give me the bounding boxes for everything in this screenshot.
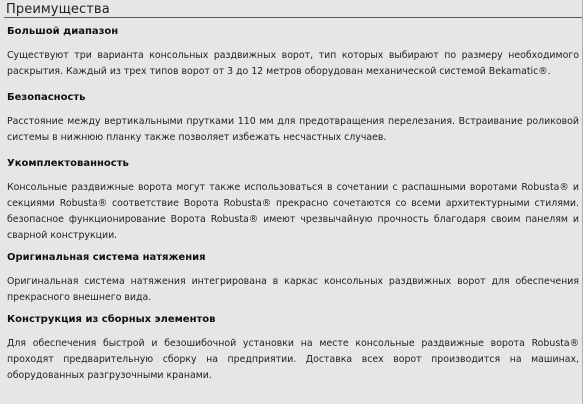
- title-divider: [4, 17, 582, 18]
- section-heading: Оригинальная система натяжения: [7, 252, 206, 263]
- section-safety: [7, 90, 579, 146]
- section-prefab-construction: [7, 312, 579, 384]
- section-heading: Большой диапазон: [7, 26, 119, 37]
- section-tension-system: [7, 250, 579, 306]
- section-text: Оригинальная система натяжения интегрирована в каркас консольных раздвижных ворот для обеспечения прекрасного внешнего вида.: [7, 276, 579, 303]
- advantages-content: [7, 24, 579, 384]
- section-heading: Конструкция из сборных элементов: [7, 314, 216, 325]
- section-text: Для обеспечения быстрой и безошибочной установки на месте консольные раздвижные ворота Robusta® проходят предварительную сборку на предприятии. Доставка всех ворот производится на машинах, оборудованных разгрузочными кранами.: [7, 338, 579, 381]
- section-text: Консольные раздвижные ворота могут также использоваться в сочетании с распашными воротами Robusta® и секциями Robusta® соответствие Ворота Robusta® прекрасно сочетаются со всеми архитектурными стилями. безопасное функционирование Ворота Robusta® имеют чрезвычайную прочность благодаря своим панелям и сварной конструкции.: [7, 182, 579, 241]
- page-title: Преимущества: [6, 2, 110, 17]
- section-heading: Безопасность: [7, 92, 86, 103]
- section-text: Существуют три варианта консольных раздвижных ворот, тип которых выбирают по размеру необходимого раскрытия. Каждый из трех типов ворот от 3 до 12 метров оборудован механической системой Bekamatic®.: [7, 50, 579, 77]
- section-text: Расстояние между вертикальными прутками 110 мм для предотвращения перелезания. Встраивание роликовой системы в нижнюю планку также позволяет избежать несчастных случаев.: [7, 116, 579, 143]
- section-wide-range: [7, 24, 579, 80]
- section-heading: Укомплектованность: [7, 158, 129, 169]
- section-completeness: [7, 156, 579, 244]
